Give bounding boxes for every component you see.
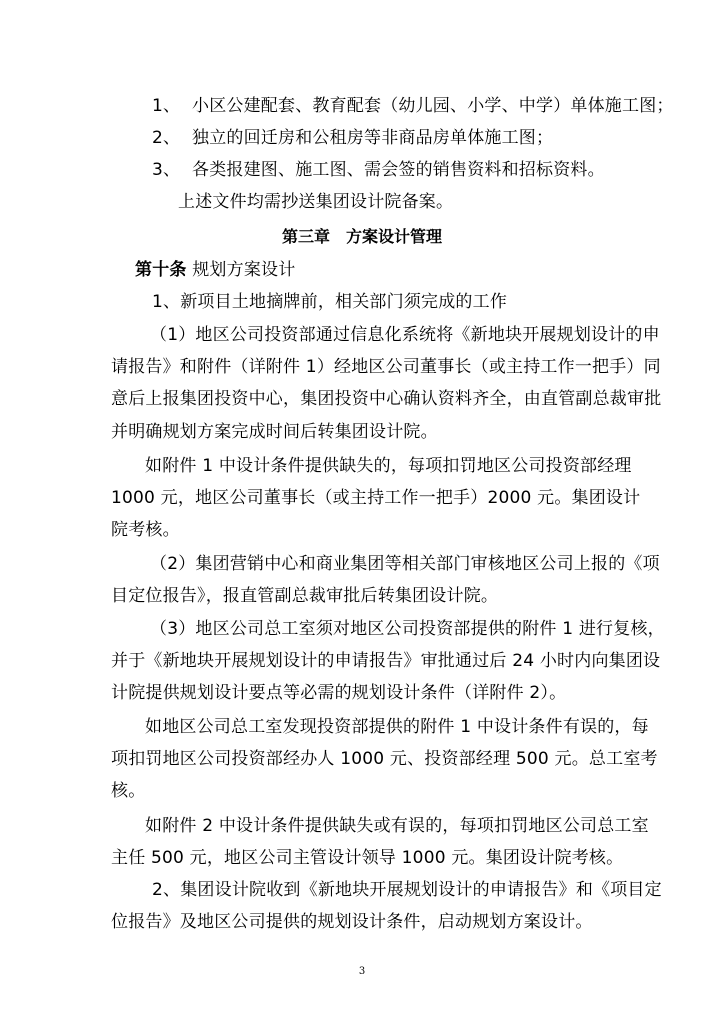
paragraph-line: 核。: [111, 781, 146, 801]
paragraph-line: 计院提供规划设计要点等必需的规划设计条件（详附件 2）。: [111, 683, 567, 703]
paragraph-line: 主任 500 元，地区公司主管设计领导 1000 元。集团设计院考核。: [111, 848, 624, 868]
list-item: [152, 159, 605, 181]
article-label: 第十条: [135, 260, 187, 280]
paragraph-line: 如地区公司总工室发现投资部提供的附件 1 中设计条件有误的，每: [145, 717, 649, 737]
paragraph-line: （1）地区公司投资部通过信息化系统将《新地块开展规划设计的申: [150, 325, 660, 345]
paragraph-line: 并明确规划方案完成时间后转集团设计院。: [111, 422, 438, 442]
paragraph-line: 项扣罚地区公司投资部经办人 1000 元、投资部经理 500 元。总工室考: [111, 749, 658, 769]
article-title: 规划方案设计: [192, 260, 296, 280]
paragraph-line: 院考核。: [111, 520, 180, 540]
paragraph-line: 1000 元，地区公司董事长（或主持工作一把手）2000 元。集团设计: [111, 488, 641, 508]
list-item-number: 3、: [152, 160, 181, 180]
article-heading: [135, 259, 295, 281]
list-item: [152, 95, 674, 117]
paragraph-line: 2、集团设计院收到《新地块开展规划设计的申请报告》和《项目定: [152, 880, 662, 900]
list-item-text: 各类报建图、施工图、需会签的销售资料和招标资料。: [192, 160, 605, 180]
paragraph-line: 位报告》及地区公司提供的规划设计条件，启动规划方案设计。: [111, 912, 593, 932]
paragraph-line: （3）地区公司总工室须对地区公司投资部提供的附件 1 进行复核，: [150, 619, 665, 639]
list-item-text: 小区公建配套、教育配套（幼儿园、小学、中学）单体施工图；: [192, 96, 674, 116]
list-item-number: 2、: [152, 128, 181, 148]
paragraph-line: （2）集团营销中心和商业集团等相关部门审核地区公司上报的《项: [150, 554, 660, 574]
list-item-number: 1、: [152, 96, 181, 116]
paragraph-line: 如附件 2 中设计条件提供缺失或有误的，每项扣罚地区公司总工室: [145, 816, 649, 836]
chapter-title: 第三章 方案设计管理: [281, 227, 442, 246]
page-number: 3: [358, 966, 366, 977]
paragraph-line: 请报告》和附件（详附件 1）经地区公司董事长（或主持工作一把手）同: [111, 357, 661, 377]
list-note: 上述文件均需抄送集团设计院备案。: [178, 192, 454, 212]
list-item: [152, 127, 553, 149]
list-item-text: 独立的回迁房和公租房等非商品房单体施工图；: [192, 128, 554, 148]
paragraph-line: 并于《新地块开展规划设计的申请报告》审批通过后 24 小时内向集团设: [111, 651, 661, 671]
paragraph-line: 意后上报集团投资中心，集团投资中心确认资料齐全，由直管副总裁审批: [111, 389, 662, 409]
paragraph-line: 目定位报告》，报直管副总裁审批后转集团设计院。: [111, 586, 499, 606]
paragraph-line: 如附件 1 中设计条件提供缺失的，每项扣罚地区公司投资部经理: [145, 456, 632, 476]
paragraph-line: 1、新项目土地摘牌前，相关部门须完成的工作: [152, 292, 508, 312]
